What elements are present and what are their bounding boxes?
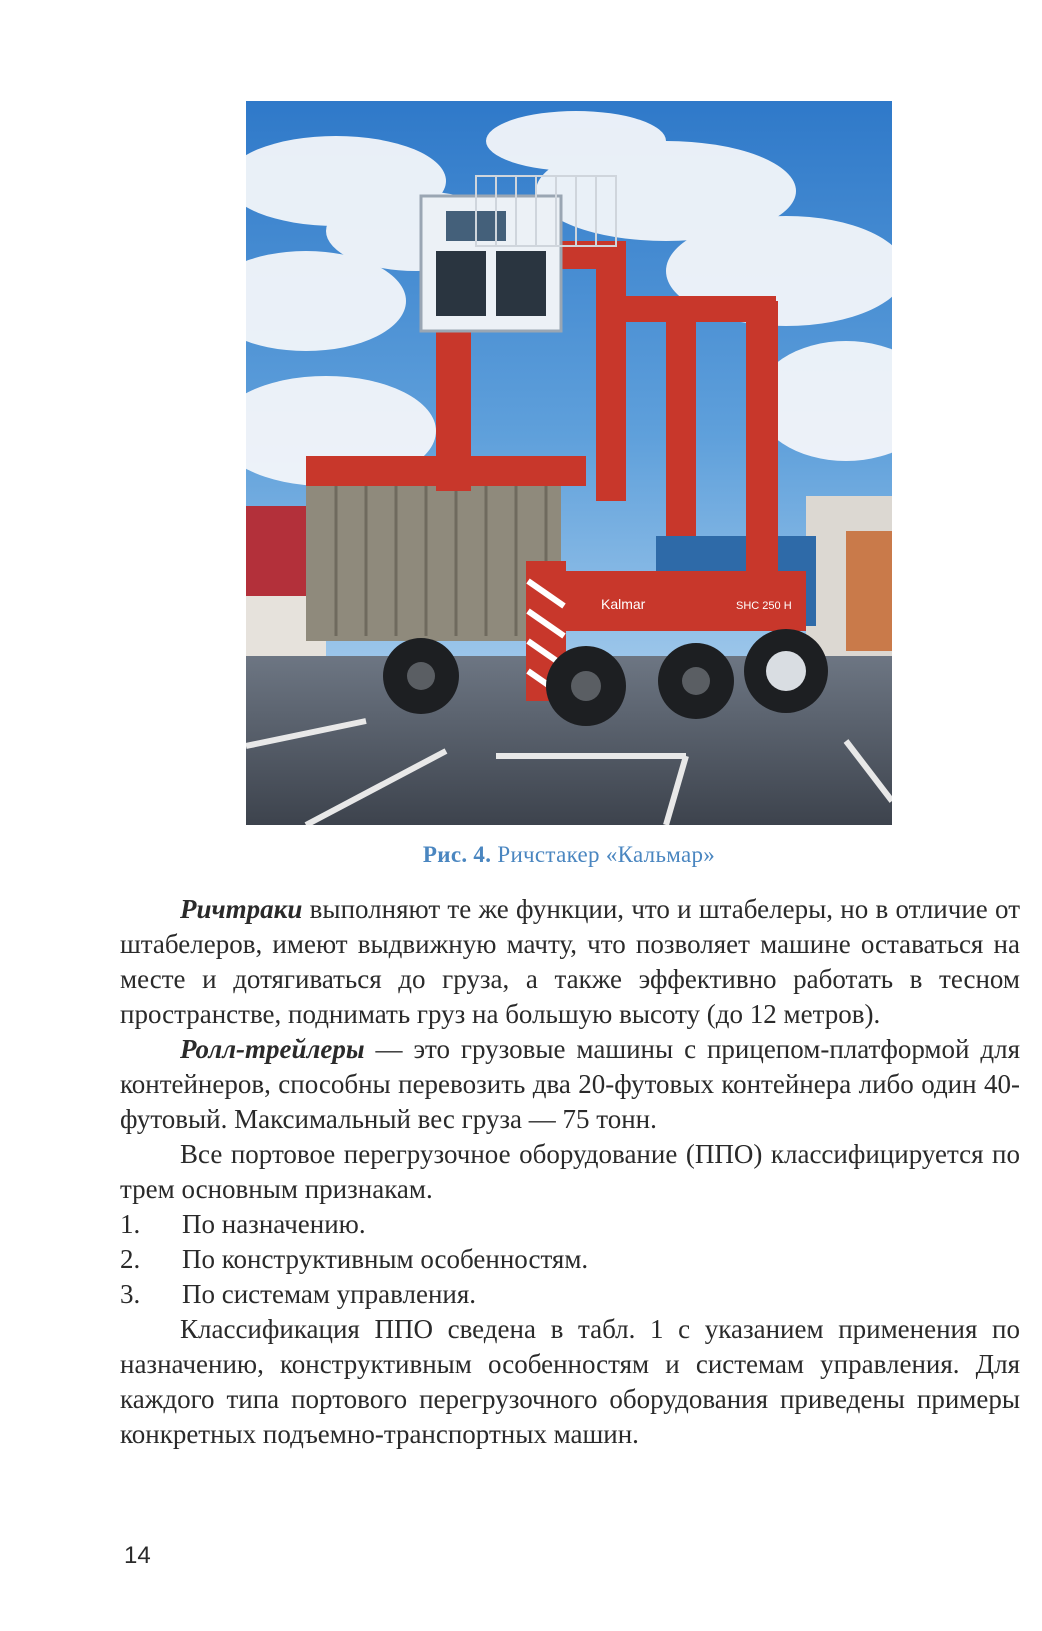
list-item-number: 1. <box>120 1209 141 1239</box>
paragraph-roll-trailers-text: — это грузовые машины с прицепом-платформой для контейнеров, способны перевозить два 20-футовых контейнера либо один 40-футовый. Максимальный вес груза — 75 тонн. <box>120 1034 1020 1134</box>
body-text <box>120 892 1020 1452</box>
list-item-text: По конструктивным особенностям. <box>182 1244 589 1274</box>
list-item-text: По системам управления. <box>182 1279 477 1309</box>
paragraph-classification-table: Классификация ППО сведена в табл. 1 с указанием применения по назначению, конструктивным особенностям и системам управления. Для каждого типа портового перегрузочного оборудования приведены примеры конкретных подъемно-транспортных машин. <box>120 1314 1020 1449</box>
paragraph-roll-trailers <box>120 1032 1020 1137</box>
page-number: 14 <box>124 1542 151 1569</box>
paragraph-reach-trucks <box>120 892 1020 1032</box>
figure-caption <box>246 842 892 868</box>
list-item-number: 2. <box>120 1244 141 1274</box>
paragraph-reach-trucks-text: выполняют те же функции, что и штабелеры, но в отличие от штабелеров, имеют выдвижную мачту, что позволяет машине оставаться на месте и дотягиваться до груза, а также эффективно работать в тесном пространстве, поднимать груз на большую высоту (до 12 метров). <box>120 894 1020 1029</box>
list-item <box>120 1242 1020 1277</box>
list-item-text: По назначению. <box>182 1209 366 1239</box>
term-roll-trailers: Ролл-трейлеры <box>180 1034 365 1064</box>
list-item <box>120 1207 1020 1242</box>
photo-brand-text: Kalmar <box>601 596 646 612</box>
term-reach-trucks: Ричтраки <box>180 894 303 924</box>
photo-model-text: SHC 250 H <box>736 600 792 612</box>
figure-photo-straddle-carrier <box>246 101 892 825</box>
paragraph-classification-intro <box>120 1137 1020 1207</box>
paragraph-classification-intro-text: Все портовое перегрузочное оборудование (ППО) классифицируется по трем основным признакам. <box>120 1139 1020 1204</box>
figure-number: Рис. 4. <box>422 842 492 867</box>
figure-caption-text: Ричстакер «Кальмар» <box>497 842 716 867</box>
list-item-number: 3. <box>120 1279 141 1309</box>
list-item <box>120 1277 1020 1312</box>
